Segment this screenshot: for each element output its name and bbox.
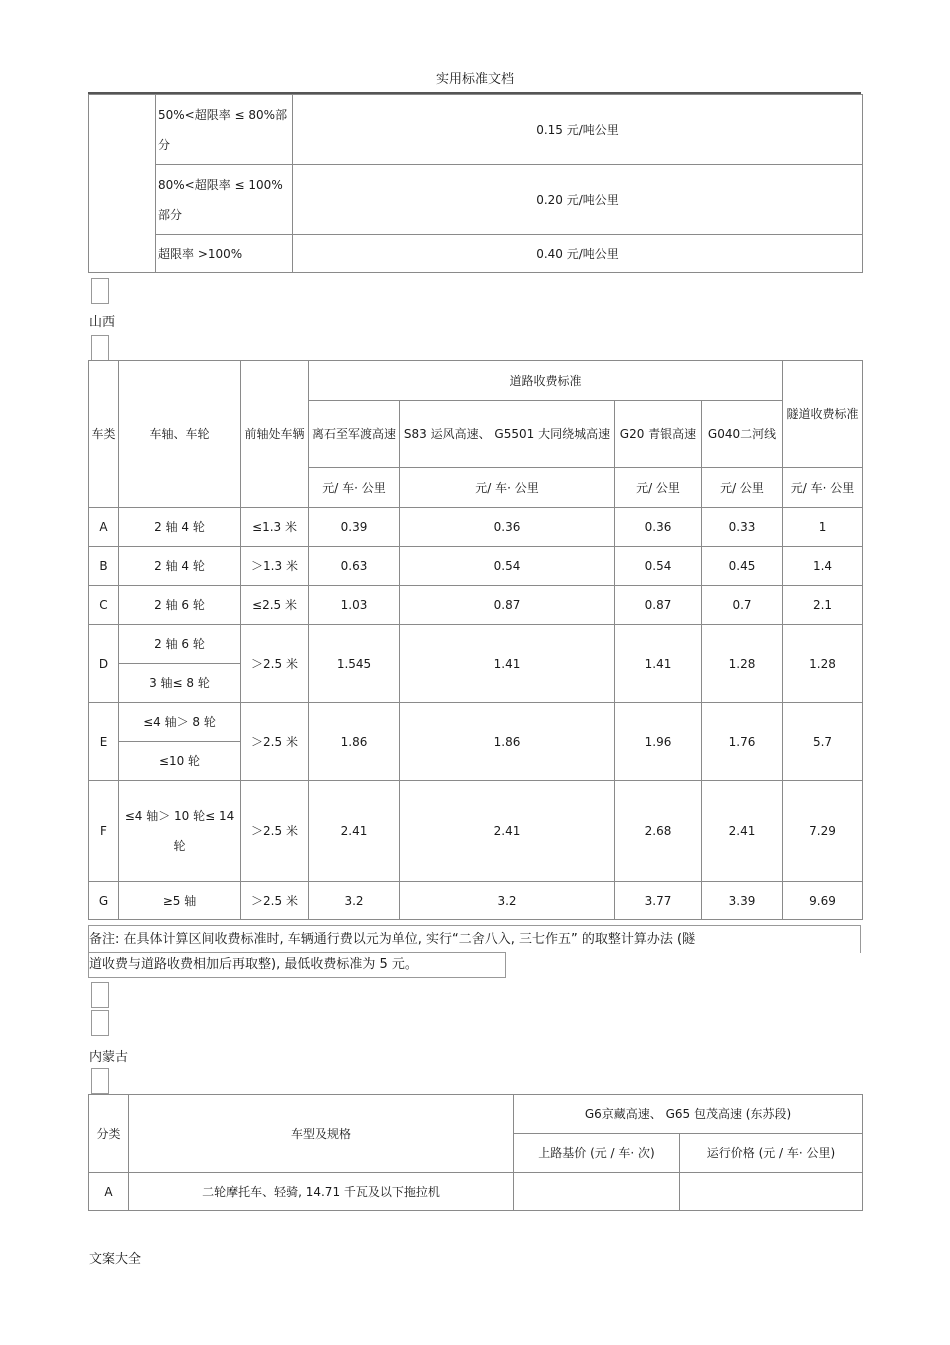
shanxi-toll-table xyxy=(88,360,863,920)
rate-cell: 3.77 xyxy=(615,882,702,920)
rate-cell: 1.03 xyxy=(309,586,400,625)
front-axle-cell: ＞2.5 米 xyxy=(241,625,309,703)
axle-cell: 2 轴 4 轮 xyxy=(119,508,241,547)
tunnel-rate-cell: 1 xyxy=(783,508,863,547)
table-row xyxy=(89,508,863,547)
rate-cell: 0.54 xyxy=(615,547,702,586)
tunnel-rate-cell: 1.28 xyxy=(783,625,863,703)
front-axle-cell: ≤1.3 米 xyxy=(241,508,309,547)
rate-cell: 1.86 xyxy=(400,703,615,781)
axle-cell: 2 轴 4 轮 xyxy=(119,547,241,586)
rate-cell: 0.36 xyxy=(615,508,702,547)
front-axle-cell: ＞2.5 米 xyxy=(241,882,309,920)
header-front-axle: 前轴处车辆 xyxy=(241,361,309,508)
header-vehicle-class: 车类 xyxy=(89,361,119,508)
class-cell: D xyxy=(89,625,119,703)
rate-cell: 2.68 xyxy=(615,781,702,882)
axle-cell: 3 轴≤ 8 轮 xyxy=(119,664,241,703)
range-line: 部分 xyxy=(158,207,183,222)
rate-cell: 1.76 xyxy=(702,703,783,781)
rate-cell: 3.2 xyxy=(400,882,615,920)
header-tunnel-standard: 隧道收费标准 xyxy=(783,361,863,468)
unit-cell: 元/ 公里 xyxy=(702,468,783,508)
front-axle-cell: ＞2.5 米 xyxy=(241,703,309,781)
rate-cell: 1.86 xyxy=(309,703,400,781)
class-cell: A xyxy=(89,508,119,547)
rate-cell: 3.2 xyxy=(309,882,400,920)
header-road-1: 离石至军渡高速 xyxy=(309,401,400,468)
front-axle-cell: ≤2.5 米 xyxy=(241,586,309,625)
rate-cell: 1.28 xyxy=(702,625,783,703)
range-line: 80%<超限率 ≤ 100% xyxy=(158,177,283,192)
unit-cell: 元/ 车· 公里 xyxy=(309,468,400,508)
rate-cell: 1.41 xyxy=(615,625,702,703)
header-road-4: G040二河线 xyxy=(702,401,783,468)
class-cell: B xyxy=(89,547,119,586)
table-row xyxy=(89,882,863,920)
rate-cell: 0.87 xyxy=(400,586,615,625)
rate-cell: 1.96 xyxy=(615,703,702,781)
page-footer-text: 文案大全 xyxy=(89,1252,142,1267)
axle-cell: 2 轴 6 轮 xyxy=(119,586,241,625)
running-price-cell xyxy=(680,1173,863,1211)
table-row xyxy=(89,547,863,586)
overload-range-cell xyxy=(156,165,293,235)
overload-rate-cell: 0.40 元/吨公里 xyxy=(293,235,863,273)
rate-cell: 0.36 xyxy=(400,508,615,547)
rate-cell: 2.41 xyxy=(309,781,400,882)
rate-cell: 0.63 xyxy=(309,547,400,586)
class-cell: F xyxy=(89,781,119,882)
unit-cell: 元/ 公里 xyxy=(615,468,702,508)
remark-line-2: 道收费与道路收费相加后再取整), 最低收费标准为 5 元。 xyxy=(88,952,506,978)
base-price-cell xyxy=(514,1173,680,1211)
neimenggu-toll-table xyxy=(88,1094,863,1211)
rate-cell: 0.39 xyxy=(309,508,400,547)
class-cell: A xyxy=(89,1173,129,1211)
header-road-standard: 道路收费标准 xyxy=(309,361,783,401)
rate-cell: 2.41 xyxy=(702,781,783,882)
overload-range-cell: 超限率 >100% xyxy=(156,235,293,273)
class-cell: G xyxy=(89,882,119,920)
axle-cell: 2 轴 6 轮 xyxy=(119,625,241,664)
overload-rate-table xyxy=(88,94,863,273)
axle-cell: ≤4 轴＞ 8 轮 xyxy=(119,703,241,742)
overload-rate-cell: 0.15 元/吨公里 xyxy=(293,95,863,165)
rate-cell: 0.45 xyxy=(702,547,783,586)
blank-merged-cell xyxy=(89,95,156,273)
front-axle-cell: ＞2.5 米 xyxy=(241,781,309,882)
table-row xyxy=(89,625,863,664)
empty-cell-stub xyxy=(91,982,109,1008)
range-line: 分 xyxy=(158,137,171,152)
unit-cell: 元/ 车· 公里 xyxy=(783,468,863,508)
rate-cell: 0.33 xyxy=(702,508,783,547)
empty-cell-stub xyxy=(91,1010,109,1036)
section-title-shanxi: 山西 xyxy=(89,315,116,330)
empty-cell-stub xyxy=(91,278,109,304)
remark-line-1: 备注: 在具体计算区间收费标准时, 车辆通行费以元为单位, 实行“二舍八入, 三七作五” 的取整计算办法 (隧 xyxy=(88,925,861,953)
axle-cell: ≤10 轮 xyxy=(119,742,241,781)
tunnel-rate-cell: 1.4 xyxy=(783,547,863,586)
table-row xyxy=(89,703,863,742)
header-category: 分类 xyxy=(89,1095,129,1173)
class-cell: C xyxy=(89,586,119,625)
tunnel-rate-cell: 5.7 xyxy=(783,703,863,781)
empty-cell-stub xyxy=(91,335,109,361)
front-axle-cell: ＞1.3 米 xyxy=(241,547,309,586)
axle-cell: ≥5 轴 xyxy=(119,882,241,920)
class-cell: E xyxy=(89,703,119,781)
rate-cell: 0.7 xyxy=(702,586,783,625)
tunnel-rate-cell: 2.1 xyxy=(783,586,863,625)
rate-cell: 3.39 xyxy=(702,882,783,920)
table-row xyxy=(89,586,863,625)
unit-cell: 元/ 车· 公里 xyxy=(400,468,615,508)
rate-cell: 1.41 xyxy=(400,625,615,703)
table-row xyxy=(89,781,863,882)
tunnel-rate-cell: 7.29 xyxy=(783,781,863,882)
rate-cell: 0.54 xyxy=(400,547,615,586)
rate-cell: 1.545 xyxy=(309,625,400,703)
tunnel-rate-cell: 9.69 xyxy=(783,882,863,920)
header-axle-wheel: 车轴、车轮 xyxy=(119,361,241,508)
section-title-neimenggu: 内蒙古 xyxy=(89,1050,129,1065)
axle-cell: ≤4 轴＞ 10 轮≤ 14轮 xyxy=(119,781,241,882)
empty-cell-stub xyxy=(91,1068,109,1094)
overload-rate-cell: 0.20 元/吨公里 xyxy=(293,165,863,235)
header-vehicle-spec: 车型及规格 xyxy=(129,1095,514,1173)
rate-cell: 0.87 xyxy=(615,586,702,625)
table-row xyxy=(89,1173,863,1211)
header-base-price: 上路基价 (元 / 车· 次) xyxy=(514,1134,680,1173)
overload-range-cell xyxy=(156,95,293,165)
page-header-title: 实用标准文档 xyxy=(435,72,514,87)
range-line: 50%<超限率 ≤ 80%部 xyxy=(158,107,288,122)
header-road-3: G20 青银高速 xyxy=(615,401,702,468)
header-running-price: 运行价格 (元 / 车· 公里) xyxy=(680,1134,863,1173)
header-highway-group: G6京藏高速、 G65 包茂高速 (东苏段) xyxy=(514,1095,863,1134)
spec-cell: 二轮摩托车、轻骑, 14.71 千瓦及以下拖拉机 xyxy=(129,1173,514,1211)
header-road-2: S83 运风高速、 G5501 大同绕城高速 xyxy=(400,401,615,468)
rate-cell: 2.41 xyxy=(400,781,615,882)
